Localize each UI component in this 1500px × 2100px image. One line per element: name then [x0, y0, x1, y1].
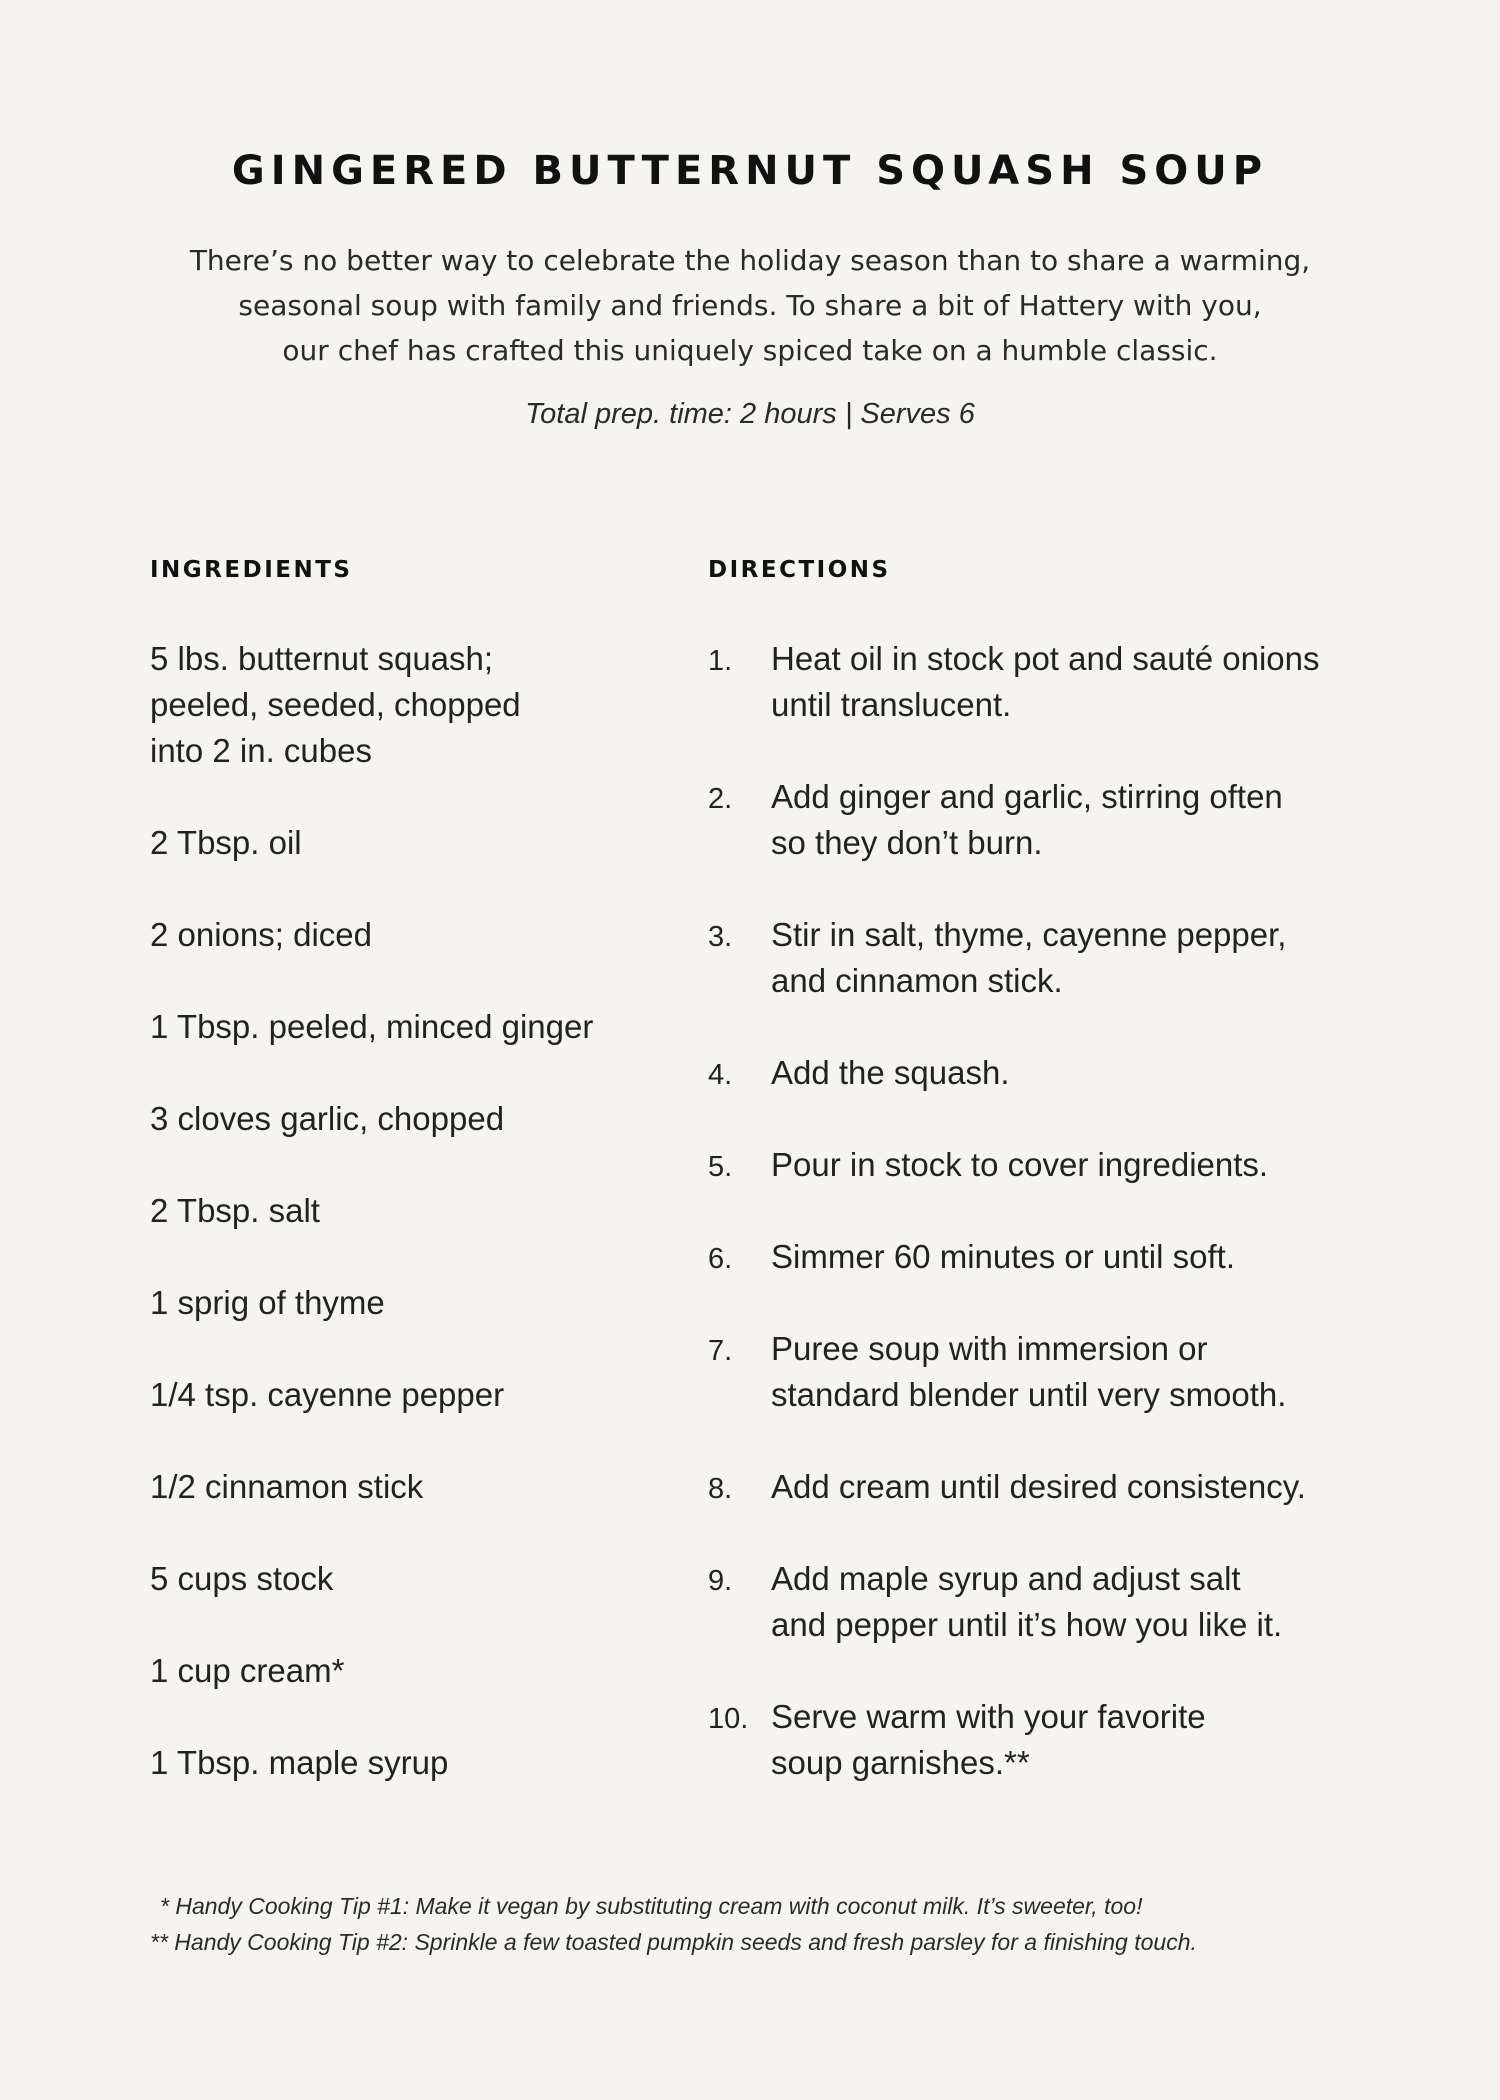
step-text — [771, 912, 1408, 1004]
direction-step — [708, 1142, 1408, 1188]
ingredient-item — [150, 1648, 670, 1694]
ingredient-item — [150, 1556, 670, 1602]
step-number: 4. — [708, 1059, 733, 1091]
ingredients-heading: INGREDIENTS — [150, 557, 353, 583]
direction-step — [708, 1464, 1408, 1510]
step-number: 7. — [708, 1335, 733, 1367]
direction-step — [708, 1556, 1408, 1648]
step-text-line: soup garnishes.** — [771, 1744, 1030, 1781]
ingredient-text: 1 sprig of thyme — [150, 1284, 385, 1321]
footnote-tip-1: * Handy Cooking Tip #1: Make it vegan by substituting cream with coconut milk. It’s sweeter, too! — [160, 1893, 1143, 1919]
step-text-line: Add cream until desired consistency. — [771, 1468, 1306, 1505]
ingredient-item — [150, 1188, 670, 1234]
step-text — [771, 1694, 1408, 1786]
step-text — [771, 1464, 1408, 1510]
ingredient-item — [150, 912, 670, 958]
ingredient-text: into 2 in. cubes — [150, 732, 372, 769]
step-text — [771, 1234, 1408, 1280]
ingredient-text: 1 Tbsp. maple syrup — [150, 1744, 449, 1781]
step-number: 5. — [708, 1151, 733, 1183]
step-text-line: Add the squash. — [771, 1054, 1010, 1091]
ingredient-text: 5 cups stock — [150, 1560, 334, 1597]
step-text-line: and cinnamon stick. — [771, 962, 1063, 999]
ingredient-text: 1 cup cream* — [150, 1652, 345, 1689]
ingredient-text: peeled, seeded, chopped — [150, 686, 521, 723]
step-number: 3. — [708, 921, 733, 953]
step-number: 6. — [708, 1243, 733, 1275]
step-text-line: Add ginger and garlic, stirring often — [771, 778, 1283, 815]
direction-step — [708, 774, 1408, 866]
ingredient-text: 2 Tbsp. salt — [150, 1192, 320, 1229]
intro-line: seasonal soup with family and friends. To share a bit of Hattery with you, — [238, 289, 1262, 322]
intro-line: our chef has crafted this uniquely spiced take on a humble classic. — [282, 334, 1218, 367]
recipe-title: GINGERED BUTTERNUT SQUASH SOUP — [231, 148, 1269, 194]
step-text — [771, 1050, 1408, 1096]
step-text-line: and pepper until it’s how you like it. — [771, 1606, 1283, 1643]
step-text — [771, 1326, 1408, 1418]
ingredient-item — [150, 1740, 670, 1786]
ingredient-text: 2 onions; diced — [150, 916, 372, 953]
footnote-tip-2: ** Handy Cooking Tip #2: Sprinkle a few toasted pumpkin seeds and fresh parsley for a finishing touch. — [150, 1929, 1197, 1955]
step-text-line: Puree soup with immersion or — [771, 1330, 1208, 1367]
step-text-line: Pour in stock to cover ingredients. — [771, 1146, 1269, 1183]
direction-step — [708, 1694, 1408, 1786]
step-number: 1. — [708, 645, 733, 677]
ingredient-text: 1 Tbsp. peeled, minced ginger — [150, 1008, 594, 1045]
step-number: 2. — [708, 783, 733, 815]
ingredient-text: 3 cloves garlic, chopped — [150, 1100, 505, 1137]
intro-line: There’s no better way to celebrate the holiday season than to share a warming, — [189, 244, 1311, 277]
direction-step — [708, 1326, 1408, 1418]
step-text — [771, 636, 1408, 728]
ingredient-item — [150, 1280, 670, 1326]
step-number: 8. — [708, 1473, 733, 1505]
step-text — [771, 1142, 1408, 1188]
step-text-line: standard blender until very smooth. — [771, 1376, 1287, 1413]
ingredient-item — [150, 1372, 670, 1418]
ingredient-text: 5 lbs. butternut squash; — [150, 640, 494, 677]
footnotes — [150, 1888, 1400, 1960]
directions-list — [708, 636, 1408, 1832]
ingredient-item — [150, 1096, 670, 1142]
directions-heading: DIRECTIONS — [708, 557, 891, 583]
ingredient-item — [150, 1004, 670, 1050]
step-text-line: Heat oil in stock pot and sauté onions — [771, 640, 1320, 677]
ingredient-text: 1/4 tsp. cayenne pepper — [150, 1376, 505, 1413]
ingredient-item — [150, 820, 670, 866]
step-text — [771, 1556, 1408, 1648]
step-text-line: Serve warm with your favorite — [771, 1698, 1206, 1735]
direction-step — [708, 1234, 1408, 1280]
ingredient-text: 1/2 cinnamon stick — [150, 1468, 424, 1505]
direction-step — [708, 912, 1408, 1004]
step-text-line: until translucent. — [771, 686, 1012, 723]
step-text-line: Add maple syrup and adjust salt — [771, 1560, 1241, 1597]
ingredient-text: 2 Tbsp. oil — [150, 824, 302, 861]
step-number: 10. — [708, 1703, 749, 1735]
recipe-intro — [100, 238, 1400, 373]
step-text — [771, 774, 1408, 866]
ingredients-list — [150, 636, 670, 1832]
direction-step — [708, 1050, 1408, 1096]
prep-time-servings: Total prep. time: 2 hours | Serves 6 — [525, 398, 975, 430]
step-text-line: so they don’t burn. — [771, 824, 1043, 861]
step-text-line: Simmer 60 minutes or until soft. — [771, 1238, 1235, 1275]
direction-step — [708, 636, 1408, 728]
ingredient-item — [150, 636, 670, 774]
step-number: 9. — [708, 1565, 733, 1597]
ingredient-item — [150, 1464, 670, 1510]
step-text-line: Stir in salt, thyme, cayenne pepper, — [771, 916, 1287, 953]
